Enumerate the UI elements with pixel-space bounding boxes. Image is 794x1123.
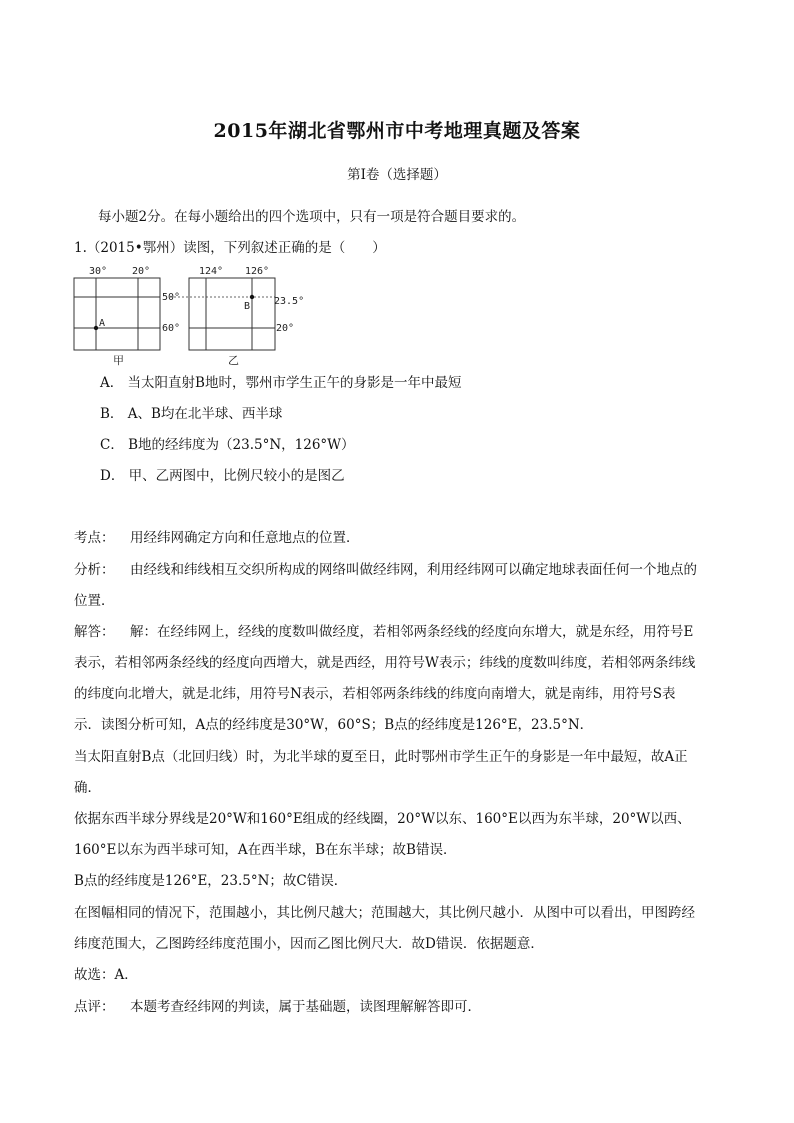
section-title: 第Ⅰ卷（选择题） <box>347 167 447 183</box>
jieda-line <box>74 622 724 642</box>
jieda-text: 解：在经纬网上，经线的度数叫做经度，若相邻两条经线的经度向东增大，就是东经，用符号E <box>130 624 694 640</box>
yi-lat-top: 23.5° <box>274 296 305 307</box>
jieda-line-11: 纬度范围大，乙图跨经纬度范围小，因而乙图比例尺大．故D错误．依据题意． <box>74 936 544 952</box>
latlong-figure <box>70 262 310 372</box>
jieda-line-10: 在图幅相同的情况下，范围越小，其比例尺越大；范围越大，其比例尺越小．从图中可以看出，甲图跨经 <box>74 905 695 921</box>
yi-lat-bottom: 20° <box>276 323 295 334</box>
jieda-line-2: 表示，若相邻两条经线的经度向西增大，就是西经，用符号W表示；纬线的度数叫纬度，若相邻两条纬线 <box>74 655 696 671</box>
fenxi-line <box>74 560 724 580</box>
jieda-line-8: 160°E以东为西半球可知，A在西半球，B在东半球；故B错误． <box>74 842 457 858</box>
dianping-line <box>74 997 724 1017</box>
jieda-line-4: 示．读图分析可知，A点的经纬度是30°W，60°S；B点的经纬度是126°E，23.5°N． <box>74 717 594 733</box>
jieda-line-9: B点的经纬度是126°E，23.5°N；故C错误． <box>74 873 348 889</box>
point-a-label: A <box>99 318 106 329</box>
jieda-line-5: 当太阳直射B点（北回归线）时，为北半球的夏至日，此时鄂州市学生正午的身影是一年中最短，故A正 <box>74 749 688 765</box>
jieda-line-3: 的纬度向北增大，就是北纬，用符号N表示，若相邻两条纬线的纬度向南增大，就是南纬，用符号S表 <box>74 686 676 702</box>
dianping-text: 本题考查经纬网的判读，属于基础题，读图理解解答即可． <box>130 999 481 1015</box>
jieda-line-7: 依据东西半球分界线是20°W和160°E组成的经线圈，20°W以东、160°E以西为东半球，20°W以西、 <box>74 811 691 827</box>
grid-jia <box>74 266 180 367</box>
point-b-marker <box>250 295 254 299</box>
yi-caption: 乙 <box>228 354 239 367</box>
jia-lon-left: 30° <box>89 266 108 277</box>
yi-lon-left: 124° <box>199 266 224 277</box>
instructions: 每小题2分。在每小题给出的四个选项中，只有一项是符合题目要求的。 <box>98 209 526 225</box>
point-b-label: B <box>244 301 251 312</box>
option-b: B． A、B均在北半球、西半球 <box>100 406 283 422</box>
answer-line: 故选：A． <box>74 967 138 983</box>
grid-yi <box>170 266 304 367</box>
fenxi-label: 分析： <box>74 562 115 578</box>
jieda-line-6: 确． <box>74 780 101 796</box>
kaodian-line <box>74 528 724 548</box>
point-a-marker <box>94 326 98 330</box>
kaodian-label: 考点： <box>74 530 115 546</box>
option-d: D． 甲、乙两图中，比例尺较小的是图乙 <box>100 468 345 484</box>
option-c: C． B地的经纬度为（23.5°N，126°W） <box>100 437 355 453</box>
kaodian-text: 用经纬网确定方向和任意地点的位置． <box>130 530 360 546</box>
page-title: 2015年湖北省鄂州市中考地理真题及答案 <box>213 120 581 142</box>
yi-lon-right: 126° <box>245 266 270 277</box>
question-stem: 1.（2015•鄂州）读图，下列叙述正确的是（ ） <box>74 240 386 256</box>
jia-lon-right: 20° <box>132 266 151 277</box>
jia-caption: 甲 <box>113 354 124 367</box>
jia-lat-top: 50° <box>162 292 181 303</box>
fenxi-line-2: 位置． <box>74 593 115 609</box>
fenxi-text: 由经线和纬线相互交织所构成的网络叫做经纬网，利用经纬网可以确定地球表面任何一个地点的 <box>130 562 697 578</box>
jia-lat-bottom: 60° <box>162 323 181 334</box>
option-a: A． 当太阳直射B地时，鄂州市学生正午的身影是一年中最短 <box>100 375 462 391</box>
dianping-label: 点评： <box>74 999 115 1015</box>
jieda-label: 解答： <box>74 624 115 640</box>
